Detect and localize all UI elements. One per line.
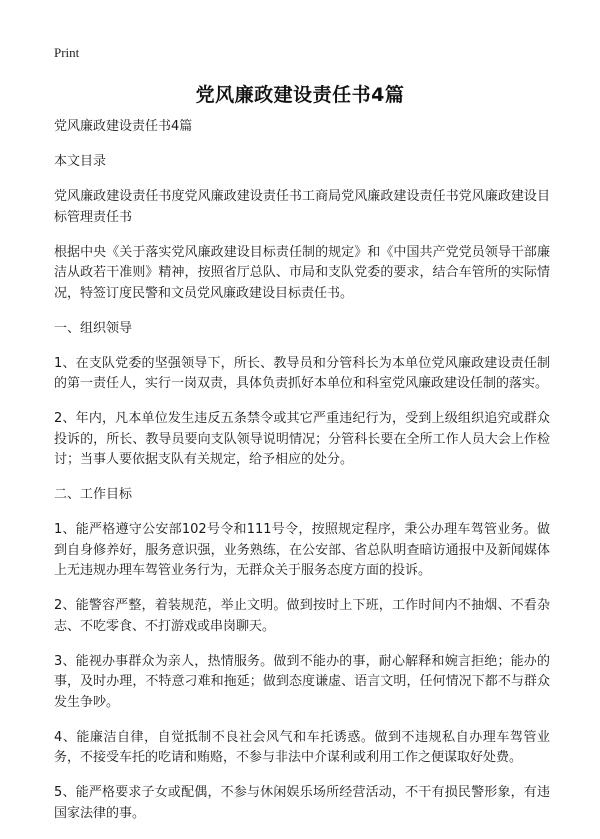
organization-item-1: 1、在支队党委的坚强领导下，所长、教导员和分管科长为本单位党风廉政建设责任制的第一责任人，实行一岗双责，具体负责抓好本单位和科室党风廉政建设任制的落实。 [54,355,550,391]
goal-item-2: 2、能警容严整，着装规范，举止文明。做到按时上下班，工作时间内不抽烟、不看杂志、不吃零食、不打游戏或串岗聊天。 [54,598,550,634]
section-heading-goals: 二、工作目标 [54,487,133,502]
document-title: 党风廉政建设责任书4篇 [195,84,405,106]
organization-item-2: 2、年内，凡本单位发生违反五条禁令或其它严重违纪行为，受到上级组织追究或群众投诉的，所长、教导员要向支队领导说明情况；分管科长要在全所工作人员大会上作检讨；当事人要依据支队有关规定，给予相应的处分。 [54,411,550,467]
intro-paragraph: 根据中央《关于落实党风廉政建设目标责任制的规定》和《中国共产党党员领导干部廉洁从政若干准则》精神，按照省厅总队、市局和支队党委的要求，结合车管所的实际情况，特签订度民警和文员党风廉政建设目标责任书。 [54,244,550,301]
subtitle-paragraph: 党风廉政建设责任书4篇 [54,119,193,134]
goal-item-5: 5、能严格要求子女或配偶，不参与休闲娱乐场所经营活动，不干有损民警形象，有违国家法律的事。 [54,785,550,821]
goal-item-1: 1、能严格遵守公安部102号令和111号令，按照规定程序，秉公办理车驾管业务。做到自身修养好，服务意识强，业务熟练，在公安部、省总队明查暗访通报中及新闻媒体上无违规办理车驾管业务行为，无群众关于服务态度方面的投诉。 [54,522,550,578]
table-of-contents-list: 党风廉政建设责任书度党风廉政建设责任书工商局党风廉政建设责任书党风廉政建设目标管理责任书 [54,189,550,225]
table-of-contents-heading: 本文目录 [54,154,107,169]
goal-item-4: 4、能廉洁自律，自觉抵制不良社会风气和车托诱惑。做到不违规私自办理车驾管业务，不接受车托的吃请和贿赂，不参与非法中介谋利或利用工作之便谋取好处费。 [54,729,550,765]
print-link[interactable]: Print [54,45,80,60]
document-body [54,117,550,839]
section-heading-organization: 一、组织领导 [54,320,133,336]
goal-item-3: 3、能视办事群众为亲人，热情服务。做到不能办的事，耐心解释和婉言拒绝；能办的事，及时办理，不特意刁难和拖延；做到态度谦虚、语言文明，任何情况下都不与群众发生争吵。 [54,653,550,710]
